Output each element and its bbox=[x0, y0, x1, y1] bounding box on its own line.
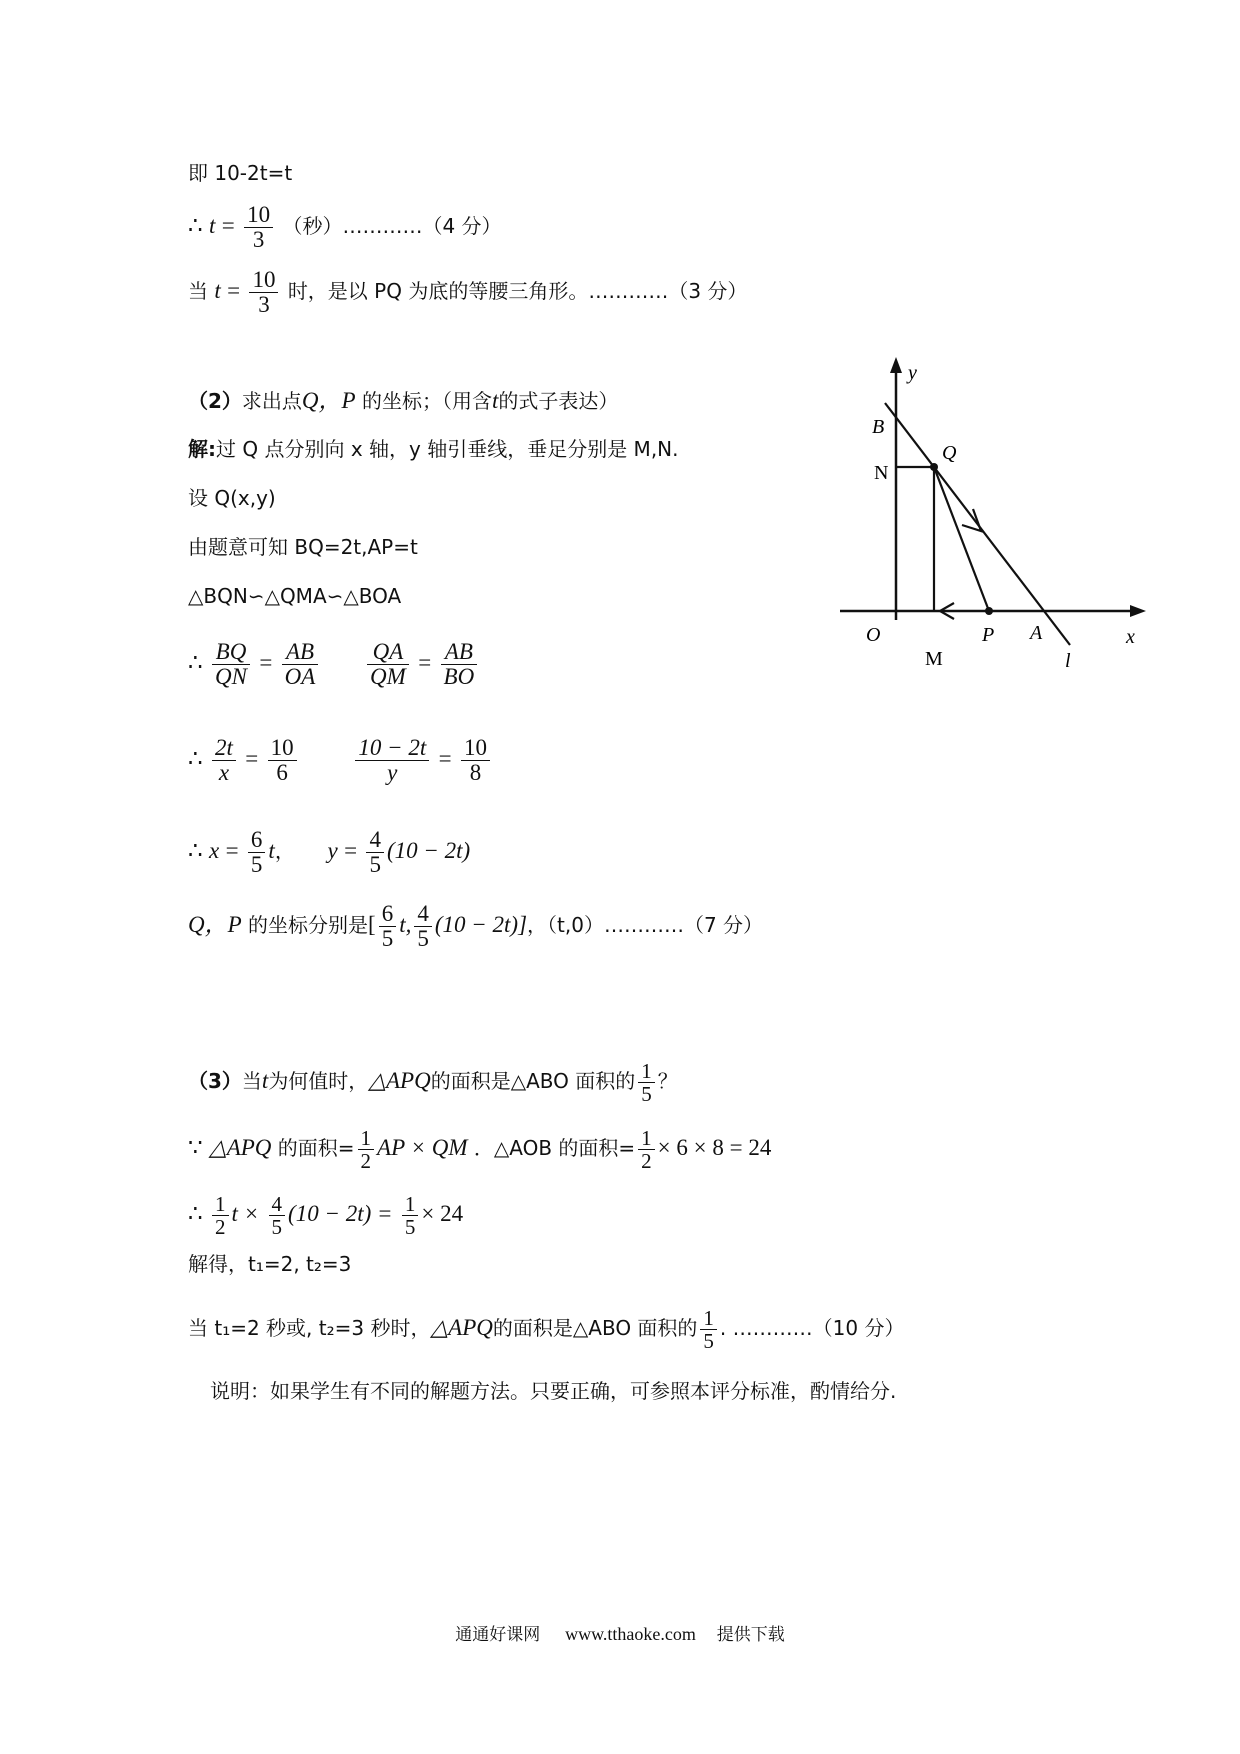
label-y: y bbox=[908, 362, 917, 384]
solve-result: 解得，t₁=2, t₂=3 bbox=[188, 1252, 352, 1276]
coordinates-result: Q，P 的坐标分别是[ $\frac{6}{5}$ t, $\frac{4}{5}$ (10 − 2t)]，（t,0）…………（7 分） bbox=[188, 901, 764, 952]
label-n: N bbox=[874, 462, 889, 484]
coordinate-figure bbox=[830, 355, 1170, 685]
fraction-10-3: $\frac{10}{3}$ bbox=[249, 268, 278, 317]
fraction-4-5: $\frac{4}{5}$ bbox=[269, 1193, 286, 1238]
grading-note: 说明：如果学生有不同的解题方法。只要正确，可参照本评分标准，酌情给分. bbox=[210, 1379, 897, 1403]
footer-site: 通通好课网 bbox=[455, 1625, 541, 1645]
y-axis-arrow-icon bbox=[890, 357, 902, 373]
label-b: B bbox=[872, 416, 885, 438]
fraction-ab-bo: $\frac{AB}{BO}$ bbox=[441, 640, 478, 689]
label-q: Q bbox=[942, 442, 957, 464]
result-t-line: ∴ t = $\frac{10}{3}$ （秒）…………（4 分） bbox=[188, 202, 502, 253]
label-l: l bbox=[1065, 650, 1071, 672]
fraction-4-5: $\frac{4}{5}$ bbox=[414, 902, 432, 951]
fraction-qa-qm: $\frac{QA}{QM}$ bbox=[367, 640, 409, 689]
footer-tail: 提供下载 bbox=[716, 1625, 785, 1645]
fraction-1-2: $\frac{1}{2}$ bbox=[358, 1127, 375, 1172]
ratio-line-2: ∴ $\frac{2t}{x}$ = $\frac{10}{6}$ $\frac{10 - 2t}{y}$ = $\frac{10}{8}$ bbox=[188, 736, 493, 785]
label-p: P bbox=[982, 624, 995, 646]
direction-arrow-icon bbox=[962, 509, 981, 531]
solve-xy-line: ∴ x = $\frac{6}{5}$ t， y = $\frac{4}{5}$ (10 − 2t) bbox=[188, 827, 471, 878]
fraction-ab-oa: $\frac{AB}{OA}$ bbox=[282, 640, 319, 689]
label-m: M bbox=[925, 648, 943, 670]
conclusion-line: 当 t = $\frac{10}{3}$ 时，是以 PQ 为底的等腰三角形。…………（3 分） bbox=[188, 267, 748, 318]
fraction-1-5: $\frac{1}{5}$ bbox=[402, 1193, 419, 1238]
fraction-10-3: $\frac{10}{3}$ bbox=[244, 203, 273, 252]
area-formula-line: ∵ △APQ 的面积= $\frac{1}{2}$ AP × QM ．△AOB 的面积= $\frac{1}{2}$ × 6 × 8 = 24 bbox=[188, 1126, 772, 1174]
solution-intro: 解:过 Q 点分别向 x 轴，y 轴引垂线，垂足分别是 M,N. bbox=[188, 437, 679, 461]
given-line: 由题意可知 BQ=2t,AP=t bbox=[188, 535, 418, 559]
fraction-1-5: $\frac{1}{5}$ bbox=[700, 1307, 717, 1352]
fraction-10-2t-y: $\frac{10 - 2t}{y}$ bbox=[355, 736, 429, 785]
question-2: （2）求出点Q，P 的坐标；（用含t的式子表达） bbox=[188, 388, 619, 413]
fraction-1-5: $\frac{1}{5}$ bbox=[638, 1060, 655, 1105]
footer-url-link[interactable]: www.tthaoke.com bbox=[565, 1624, 696, 1644]
label-x: x bbox=[1126, 626, 1135, 648]
fraction-bq-qn: $\frac{BQ}{QN}$ bbox=[212, 640, 250, 689]
set-coordinates: 设 Q(x,y) bbox=[188, 486, 276, 510]
x-axis-arrow-icon bbox=[1130, 605, 1146, 617]
eq-line-1: 即 10-2t=t bbox=[188, 161, 293, 185]
area-equation-line: ∴ $\frac{1}{2}$ t × $\frac{4}{5}$ (10 − 2t) = $\frac{1}{5}$ × 24 bbox=[188, 1192, 464, 1240]
fraction-1-2: $\frac{1}{2}$ bbox=[212, 1193, 229, 1238]
fraction-6-5: $\frac{6}{5}$ bbox=[248, 828, 266, 877]
fraction-10-8: $\frac{10}{8}$ bbox=[461, 736, 490, 785]
page-footer bbox=[0, 1620, 1240, 1645]
final-answer: 当 t₁=2 秒或, t₂=3 秒时，△APQ的面积是△ABO 面积的 $\frac{1}{5}$ . …………（10 分） bbox=[188, 1306, 905, 1354]
fraction-6-5: $\frac{6}{5}$ bbox=[379, 902, 397, 951]
similarity-line: △BQN∽△QMA∽△BOA bbox=[188, 584, 402, 608]
ratio-line-1: ∴ $\frac{BQ}{QN}$ = $\frac{AB}{OA}$ $\frac{QA}{QM}$ = $\frac{AB}{BO}$ bbox=[188, 640, 480, 689]
label-o: O bbox=[866, 624, 881, 646]
fraction-10-6: $\frac{10}{6}$ bbox=[268, 736, 297, 785]
fraction-1-2: $\frac{1}{2}$ bbox=[638, 1127, 655, 1172]
fraction-4-5: $\frac{4}{5}$ bbox=[366, 828, 384, 877]
question-3: （3）当t为何值时，△APQ的面积是△ABO 面积的 $\frac{1}{5}$ ？ bbox=[188, 1059, 678, 1107]
fraction-2t-x: $\frac{2t}{x}$ bbox=[212, 736, 236, 785]
label-a: A bbox=[1030, 622, 1043, 644]
